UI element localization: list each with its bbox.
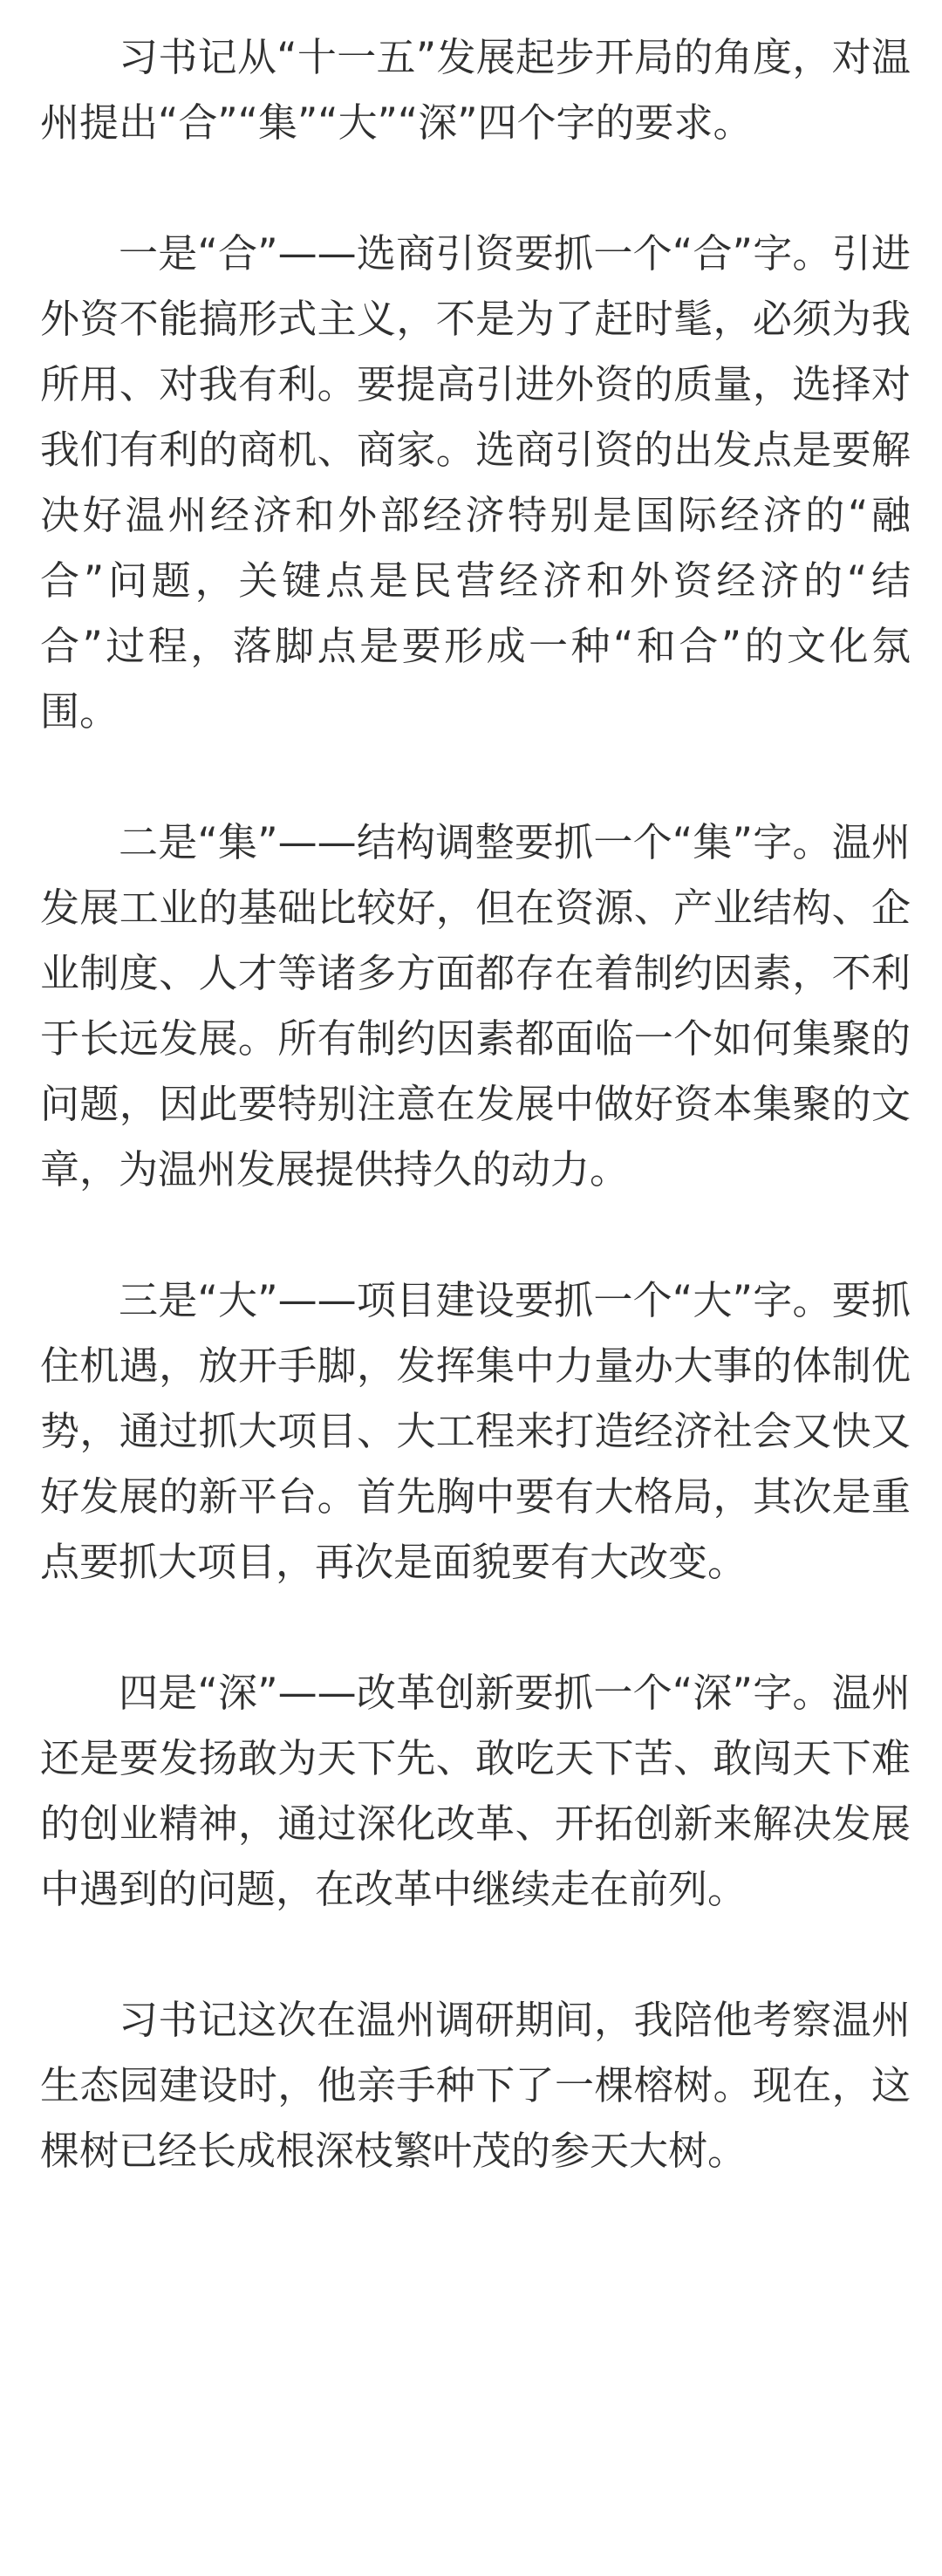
article-body	[40, 24, 911, 2183]
paragraph-intro: 习书记从“十一五”发展起步开局的角度，对温州提出“合”“集”“大”“深”四个字的要求。	[40, 34, 911, 146]
paragraph-shen: 四是“深”——改革创新要抓一个“深”字。温州还是要发扬敢为天下先、敢吃天下苦、敢闯天下难的创业精神，通过深化改革、开拓创新来解决发展中遇到的问题，在改革中继续走在前列。	[40, 1670, 911, 1912]
paragraph-banyan-tree: 习书记这次在温州调研期间，我陪他考察温州生态园建设时，他亲手种下了一棵榕树。现在，这棵树已经长成根深枝繁叶茂的参天大树。	[40, 1997, 911, 2174]
paragraph-ji: 二是“集”——结构调整要抓一个“集”字。温州发展工业的基础比较好，但在资源、产业结构、企业制度、人才等诸多方面都存在着制约因素，不利于长远发展。所有制约因素都面临一个如何集聚的问题，因此要特别注意在发展中做好资本集聚的文章，为温州发展提供持久的动力。	[40, 819, 911, 1192]
paragraph-da: 三是“大”——项目建设要抓一个“大”字。要抓住机遇，放开手脚，发挥集中力量办大事的体制优势，通过抓大项目、大工程来打造经济社会又快又好发展的新平台。首先胸中要有大格局，其次是重点要抓大项目，再次是面貌要有大改变。	[40, 1277, 911, 1585]
paragraph-he: 一是“合”——选商引资要抓一个“合”字。引进外资不能搞形式主义，不是为了赶时髦，必须为我所用、对我有利。要提高引进外资的质量，选择对我们有利的商机、商家。选商引资的出发点是要解决好温州经济和外部经济特别是国际经济的“融合”问题，关键点是民营经济和外资经济的“结合”过程，落脚点是要形成一种“和合”的文化氛围。	[40, 230, 911, 735]
